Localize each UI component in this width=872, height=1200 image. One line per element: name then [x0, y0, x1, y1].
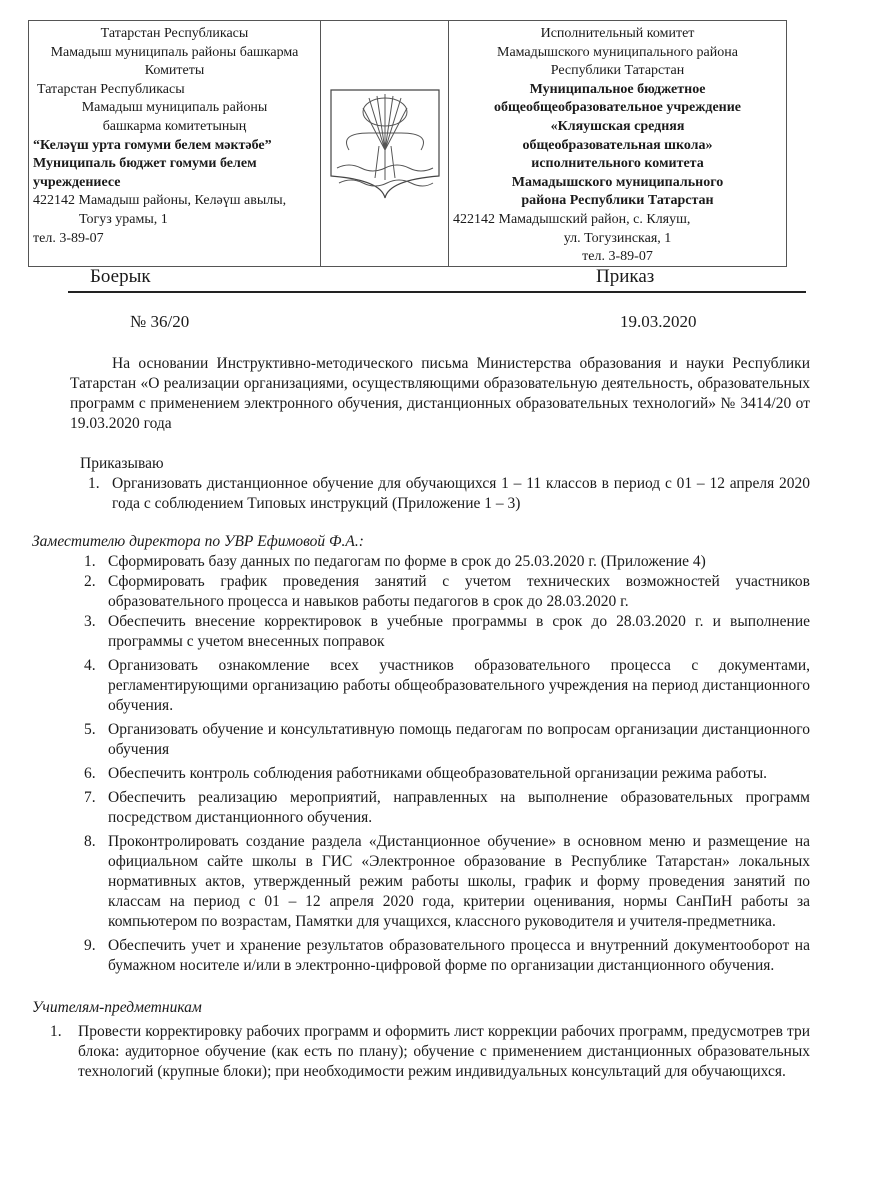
line: 422142 Мамадыш районы, Келәүш авылы,: [33, 193, 287, 209]
line: общеобщеобразовательное учреждение: [493, 100, 742, 116]
deputy-list: [84, 552, 810, 976]
line: ул. Тогузинская, 1: [563, 230, 672, 246]
line: Муниципаль бюджет гомуми белем: [33, 156, 257, 172]
item-text: Сформировать базу данных по педагогам по форме в срок до 25.03.2020 г. (Приложение 4): [108, 553, 706, 570]
list-item: [84, 720, 810, 760]
line: башкарма комитетының: [102, 118, 247, 134]
item-text: Обеспечить реализацию мероприятий, направленных на выполнение образовательных программ посредством дистанционного обучения.: [108, 789, 810, 826]
line: “Келәүш урта гомуми белем мәктәбе”: [33, 137, 272, 153]
coat-of-arms-icon: [329, 88, 441, 200]
order-date: 19.03.2020: [620, 312, 697, 331]
item-number: 5.: [84, 721, 96, 738]
item-text: Организовать обучение и консультативную помощь педагогам по вопросам организации дистанционного обучения: [108, 721, 810, 758]
item-number: 4.: [84, 657, 96, 674]
item-number: 9.: [84, 937, 96, 954]
order-body: [32, 354, 810, 1082]
item-text: Обеспечить учет и хранение результатов образовательного процесса и внутренний документооборот на бумажном носителе и/или в электронно-цифровой форме по организации дистанционного обучения.: [108, 937, 810, 974]
list-item: [84, 936, 810, 976]
item-number: 1.: [88, 475, 100, 492]
item-text: Обеспечить контроль соблюдения работниками общеобразовательной организации режима работы.: [108, 765, 768, 782]
doc-type-tatar: Боерык: [90, 266, 151, 287]
item-number: 8.: [84, 833, 96, 850]
divider: [68, 291, 806, 293]
item-text: Сформировать график проведения занятий с учетом технических возможностей участников образовательного процесса и навыков работы педагогов в срок до 28.03.2020 г.: [108, 573, 810, 610]
item-number: 6.: [84, 765, 96, 782]
letterhead: [28, 20, 787, 267]
line: Муниципальное бюджетное: [529, 81, 706, 97]
line: Мамадыш муниципаль районы: [81, 100, 268, 116]
line: района Республики Татарстан: [521, 193, 714, 209]
list-item: [50, 1022, 810, 1082]
list-item: [84, 764, 810, 784]
order-word: Приказываю: [80, 455, 164, 472]
item-text: Провести корректировку рабочих программ и оформить лист коррекции рабочих программ, предусмотрев три блока: аудиторное обучение (как есть по плану); обучение с применением дистанционных образовательных технологий (крупные блоки); при необходимости режим индивидуальных консультаций для обучающихся.: [78, 1023, 810, 1080]
item-text: Проконтролировать создание раздела «Дистанционное обучение» в основном меню и размещение на официальном сайте школы в ГИС «Электронное образование в Республике Татарстан» локальных нормативных актов, утвержденный режим работы школы, график и форму проведения занятий по классам на период с 01 – 12 апреля 2020 года, критерии оценивания, нормы СанПиН работы за компьютером по возрастам, Памятки для учащихся, классного руководителя и учителя-предметника.: [108, 833, 810, 930]
line: Тогуз урамы, 1: [79, 211, 168, 227]
line: тел. 3-89-07: [33, 230, 104, 246]
deputy-heading: Заместителю директора по УВР Ефимовой Ф.А.:: [32, 533, 364, 550]
line: «Кляушская средняя: [550, 118, 685, 134]
line: Татарстан Республикасы: [100, 26, 249, 41]
preamble: На основании Инструктивно-методического письма Министерства образования и науки Республики Татарстан «О реализации организациями, осуществляющими образовательную деятельность, образовательных программ с применением электронного обучения, дистанционных образовательных технологий» № 3414/20 от 19.03.2020 года: [70, 355, 810, 432]
item-number: 1.: [50, 1023, 62, 1040]
line: учреждениесе: [33, 174, 121, 190]
item-text: Организовать дистанционное обучение для обучающихся 1 – 11 классов в период с 01 – 12 апреля 2020 года с соблюдением Типовых инструкций (Приложение 1 – 3): [112, 475, 810, 512]
line: Мамадыш муниципаль районы башкарма: [50, 44, 299, 60]
teachers-list: [50, 1022, 810, 1082]
line: Республики Татарстан: [550, 63, 685, 79]
item-number: 7.: [84, 789, 96, 806]
line: Татарстан Республикасы: [37, 81, 185, 97]
line: 422142 Мамадышский район, с. Кляуш,: [453, 211, 691, 227]
list-item: [88, 474, 810, 514]
line: исполнительного комитета: [531, 156, 704, 172]
letterhead-tatar: [29, 21, 321, 266]
item-number: 3.: [84, 613, 96, 630]
line: Комитеты: [144, 63, 205, 79]
letterhead-russian: [449, 21, 786, 266]
list-item: [84, 552, 810, 572]
emblem-cell: [321, 21, 449, 266]
list-item: [84, 612, 810, 652]
main-list: [88, 474, 810, 514]
line: тел. 3-89-07: [582, 249, 653, 265]
list-item: [84, 788, 810, 828]
line: Мамадышского муниципального района: [497, 44, 738, 60]
list-item: [84, 572, 810, 612]
order-number: № 36/20: [130, 312, 190, 331]
item-text: Организовать ознакомление всех участников образовательного процесса с документами, регламентирующими организацию работы общеобразовательного учреждения на период дистанционного обучения.: [108, 657, 810, 714]
line: общеобразовательная школа»: [522, 137, 713, 153]
list-item: [84, 656, 810, 716]
teachers-heading: Учителям-предметникам: [32, 999, 202, 1016]
doc-type-russian: Приказ: [596, 266, 655, 287]
line: Исполнительный комитет: [540, 26, 695, 41]
item-text: Обеспечить внесение корректировок в учебные программы в срок до 28.03.2020 г. и выполнение программы с учетом внесенных поправок: [108, 613, 810, 650]
item-number: 2.: [84, 573, 96, 590]
list-item: [84, 832, 810, 932]
line: Мамадышского муниципального: [511, 174, 724, 190]
item-number: 1.: [84, 553, 96, 570]
